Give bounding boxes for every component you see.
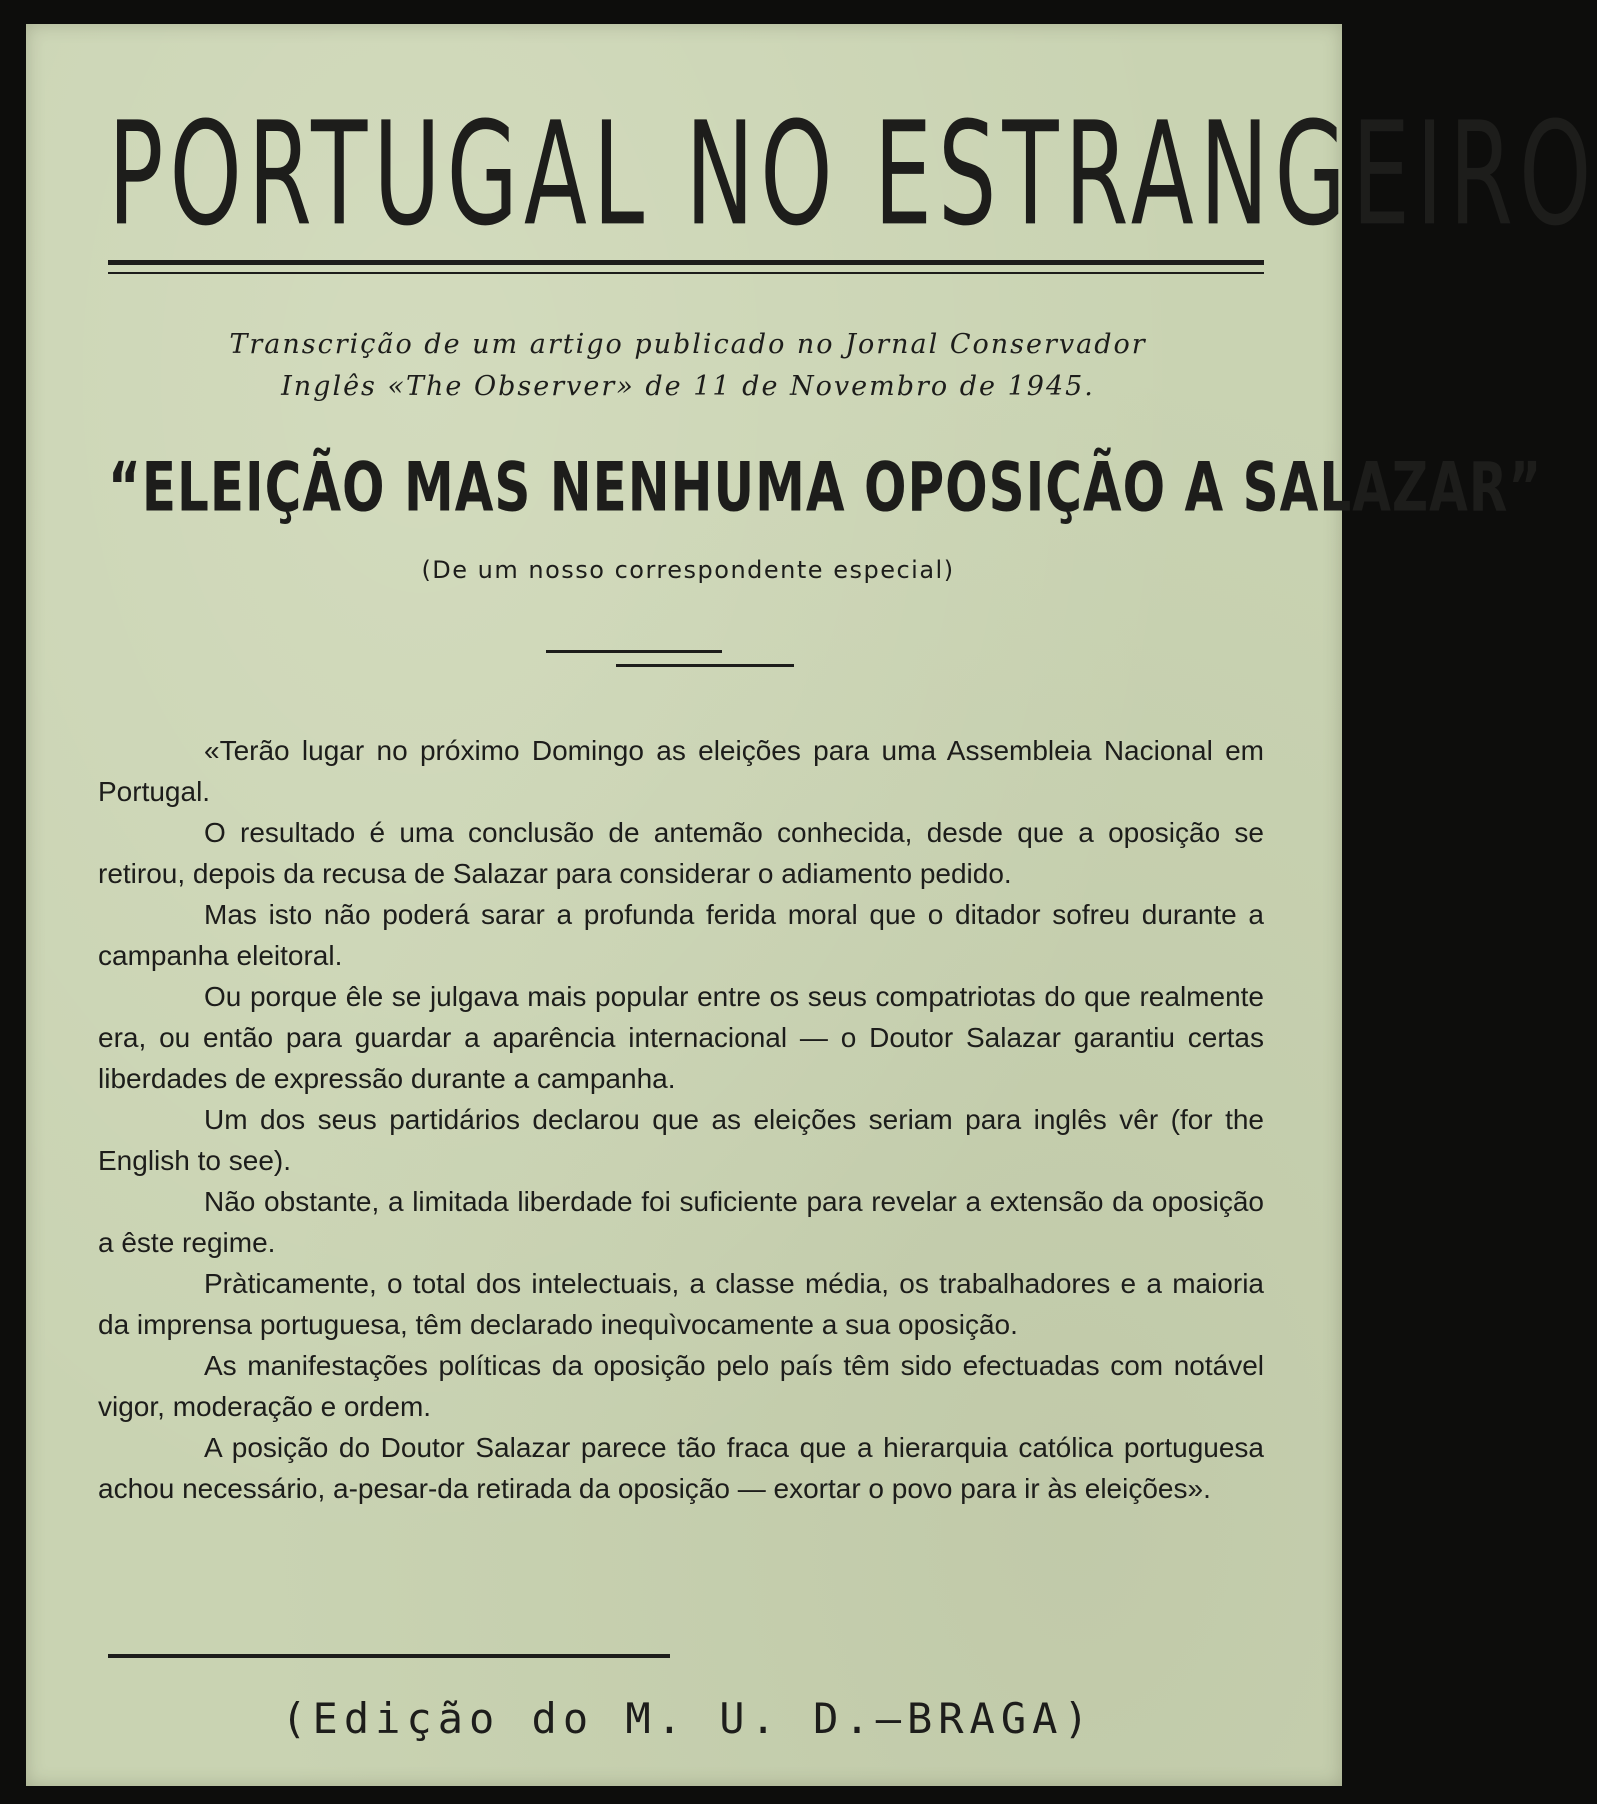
- transcription-note: [108, 324, 1268, 408]
- publisher-footer: (Edição do M. U. D.—BRAGA): [281, 1694, 1095, 1743]
- article-paragraph: A posição do Doutor Salazar parece tão fraca que a hierarquia católica portuguesa achou necessário, a-pesar-da retirada da oposição — exortar o povo para ir às eleições».: [98, 1432, 1264, 1504]
- leaflet-page: [26, 24, 1597, 1786]
- masthead-title: PORTUGAL NO ESTRANGEIRO: [108, 91, 1597, 258]
- footer-rule: [108, 1654, 670, 1658]
- article-paragraph: Não obstante, a limitada liberdade foi suficiente para revelar a extensão da oposição a êste regime.: [98, 1186, 1264, 1258]
- article-paragraph: «Terão lugar no próximo Domingo as eleições para uma Assembleia Nacional em Portugal.: [98, 735, 1264, 807]
- article-paragraph: As manifestações políticas da oposição pelo país têm sido efectuadas com notável vigor, moderação e ordem.: [98, 1350, 1264, 1422]
- masthead-rule-thin: [108, 272, 1264, 274]
- article-headline: “ELEIÇÃO MAS NENHUMA OPOSIÇÃO A SALAZAR”: [108, 448, 1543, 527]
- separator-dash-upper: [546, 650, 722, 653]
- article-body: [98, 730, 1264, 1509]
- article-paragraph: Pràticamente, o total dos intelectuais, a classe média, os trabalhadores e a maioria da imprensa portuguesa, têm declarado inequìvocamente a sua oposição.: [98, 1268, 1264, 1340]
- article-paragraph: O resultado é uma conclusão de antemão conhecida, desde que a oposição se retirou, depois da recusa de Salazar para considerar o adiamento pedido.: [98, 817, 1264, 889]
- transcription-line-2: Inglês «The Observer» de 11 de Novembro de 1945.: [281, 371, 1095, 402]
- separator-dash-lower: [616, 664, 794, 667]
- transcription-line-1: Transcrição de um artigo publicado no Jornal Conservador: [229, 329, 1147, 360]
- article-paragraph: Um dos seus partidários declarou que as eleições seriam para inglês vêr (for the English to see).: [98, 1104, 1264, 1176]
- article-paragraph: Mas isto não poderá sarar a profunda ferida moral que o ditador sofreu durante a campanha eleitoral.: [98, 899, 1264, 971]
- masthead-rule-thick: [108, 260, 1264, 265]
- article-byline: (De um nosso correspondente especial): [421, 556, 955, 584]
- article-paragraph: Ou porque êle se julgava mais popular entre os seus compatriotas do que realmente era, ou então para guardar a aparência internacional — o Doutor Salazar garantiu certas liberdades de expressão durante a campanha.: [98, 981, 1264, 1094]
